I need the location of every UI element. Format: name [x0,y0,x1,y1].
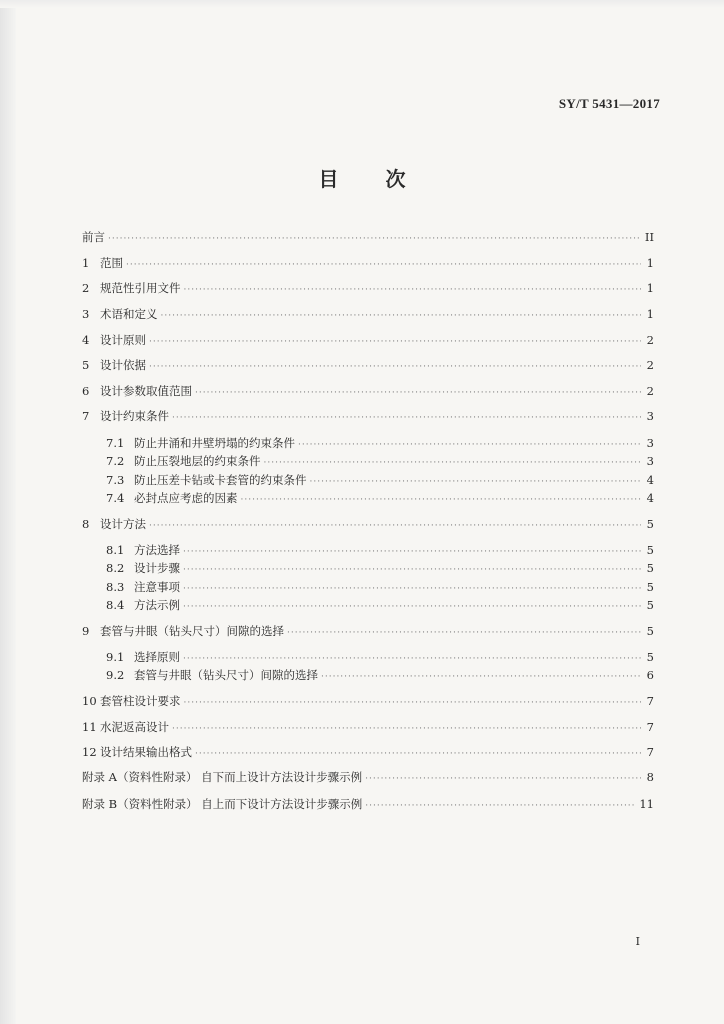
toc-entry-page: 3 [646,409,654,423]
toc-entry-page: 5 [646,650,654,664]
toc-entry-page: 3 [646,436,654,450]
toc-leader-dots [172,410,641,426]
toc-entry-title: 设计方法 [100,517,146,531]
toc-entry-number: 9 [82,624,90,638]
toc-entry-title: 设计原则 [100,333,146,347]
toc-entry-number: 2 [82,281,90,295]
toc-leader-dots [183,599,641,615]
toc-entry-title: 规范性引用文件 [100,281,181,295]
toc-entry-number: 5 [82,358,90,372]
toc-leader-dots [183,544,641,560]
toc-entry-page: II [644,230,654,244]
toc-entry-page: 7 [646,694,654,708]
toc-leader-dots [365,798,636,814]
toc-leader-dots [149,334,641,350]
toc-entry-page: 7 [646,720,654,734]
toc-leader-dots [183,562,641,578]
toc-entry-page: 5 [646,561,654,575]
toc-entry-title: 必封点应考虑的因素 [134,491,238,505]
toc-entry-page: 8 [646,770,654,784]
toc-subentry[interactable] [106,490,654,508]
toc-entry-number: 7.2 [106,454,125,468]
toc-entry-number: 8.1 [106,543,125,557]
toc-entry[interactable] [82,769,654,787]
toc-subentry[interactable] [106,435,654,453]
toc-entry-number: 8.2 [106,561,125,575]
toc-entry-number: 4 [82,333,90,347]
toc-leader-dots [184,282,642,298]
toc-entry[interactable] [82,408,654,426]
toc-heading-char-2: 次 [385,167,406,191]
toc-entry-page: 4 [646,491,654,505]
toc-leader-dots [149,359,641,375]
toc-subentry[interactable] [106,472,654,490]
toc-subentry[interactable] [106,542,654,560]
toc-leader-dots [126,257,641,273]
toc-entry-page: 2 [646,384,654,398]
toc-entry[interactable] [82,383,654,401]
toc-entry-page: 6 [646,668,654,682]
toc-entry-title: 选择原则 [134,650,180,664]
toc-entry-title: 防止井涌和井壁坍塌的约束条件 [134,436,295,450]
toc-entry-title: 套管柱设计要求 [100,694,181,708]
toc-entry-number: 8.3 [106,580,125,594]
toc-entry-number: 9.1 [106,650,125,664]
toc-entry-page: 5 [646,598,654,612]
toc-entry-page: 4 [646,473,654,487]
toc-entry-title: 方法选择 [134,543,180,557]
toc-heading [0,163,724,192]
toc-entry-title: 设计依据 [100,358,146,372]
toc-entry-title: 防止压差卡钻或卡套管的约束条件 [134,473,307,487]
toc-leader-dots [310,474,642,490]
toc-entry-number: 10 [82,694,97,708]
toc-entry[interactable] [82,255,654,273]
toc-entry-title: 水泥返高设计 [100,720,169,734]
toc-entry-title: 方法示例 [134,598,180,612]
toc-leader-dots [264,455,642,471]
toc-entry[interactable] [82,744,654,762]
toc-entry-number: 11 [82,720,97,734]
toc-leader-dots [108,231,641,247]
toc-entry-number: 8.4 [106,598,125,612]
toc-leader-dots [241,492,642,508]
toc-leader-dots [184,695,642,711]
toc-leader-dots [183,581,641,597]
toc-entry-page: 2 [646,333,654,347]
toc-entry-title: 注意事项 [134,580,180,594]
toc-entry-title: 设计参数取值范围 [100,384,192,398]
toc-entry-page: 11 [639,797,654,811]
toc-subentry[interactable] [106,560,654,578]
toc-entry-page: 2 [646,358,654,372]
toc-entry-number: 1 [82,256,90,270]
toc-entry-page: 7 [646,745,654,759]
toc-entry-title: 附录 B（资料性附录） 自上而下设计方法设计步骤示例 [82,797,363,811]
toc-leader-dots [298,437,641,453]
toc-entry-page: 1 [646,281,654,295]
toc-entry-number: 9.2 [106,668,125,682]
toc-leader-dots [195,385,641,401]
toc-leader-dots [172,721,641,737]
toc-entry-title: 范围 [100,256,123,270]
toc-leader-dots [195,746,641,762]
toc-subentry[interactable] [106,453,654,471]
toc-entry-page: 1 [646,256,654,270]
toc-leader-dots [287,625,641,641]
toc-entry[interactable] [82,516,654,534]
toc-entry-title: 术语和定义 [100,307,158,321]
toc-entry-page: 5 [646,517,654,531]
toc-subentry[interactable] [106,597,654,615]
toc-entry-title: 套管与井眼（钻头尺寸）间隙的选择 [100,624,284,638]
standard-number: SY/T 5431—2017 [558,96,660,111]
toc-entry[interactable] [82,229,654,247]
toc-subentry[interactable] [106,649,654,667]
toc-entry-number: 7 [82,409,90,423]
toc-entry[interactable] [82,332,654,350]
toc-entry-page: 5 [646,580,654,594]
toc-leader-dots [149,518,641,534]
toc-entry[interactable] [82,306,654,324]
toc-entry-number: 12 [82,745,97,759]
toc-entry[interactable] [82,280,654,298]
toc-entry-page: 5 [646,624,654,638]
toc-subentry[interactable] [106,667,654,685]
toc-entry[interactable] [82,796,654,814]
toc-entry-title: 套管与井眼（钻头尺寸）间隙的选择 [134,668,318,682]
toc-leader-dots [183,651,641,667]
toc-entry[interactable] [82,693,654,711]
toc-entry-number: 6 [82,384,90,398]
toc-entry-number: 8 [82,517,90,531]
toc-entry-title: 设计约束条件 [100,409,169,423]
toc-entry[interactable] [82,719,654,737]
toc-subentry[interactable] [106,579,654,597]
toc-entry-title: 防止压裂地层的约束条件 [134,454,261,468]
toc-entry-number: 7.3 [106,473,125,487]
toc-leader-dots [365,771,641,787]
toc-leader-dots [321,669,641,685]
toc-entry-title: 设计步骤 [134,561,180,575]
toc-entry-title: 前言 [82,230,105,244]
toc-entry-page: 1 [646,307,654,321]
toc-entry-page: 3 [646,454,654,468]
toc-entry-title: 设计结果输出格式 [100,745,192,759]
toc-entry-number: 7.1 [106,436,125,450]
toc-entry-number: 7.4 [106,491,125,505]
toc-entry-title: 附录 A（资料性附录） 自下而上设计方法设计步骤示例 [82,770,363,784]
toc-entry-page: 5 [646,543,654,557]
toc-leader-dots [161,308,642,324]
toc-entry-number: 3 [82,307,90,321]
toc-heading-char-1: 目 [318,167,339,191]
toc-entry[interactable] [82,623,654,641]
toc-entry[interactable] [82,357,654,375]
page-number: I [635,935,640,948]
